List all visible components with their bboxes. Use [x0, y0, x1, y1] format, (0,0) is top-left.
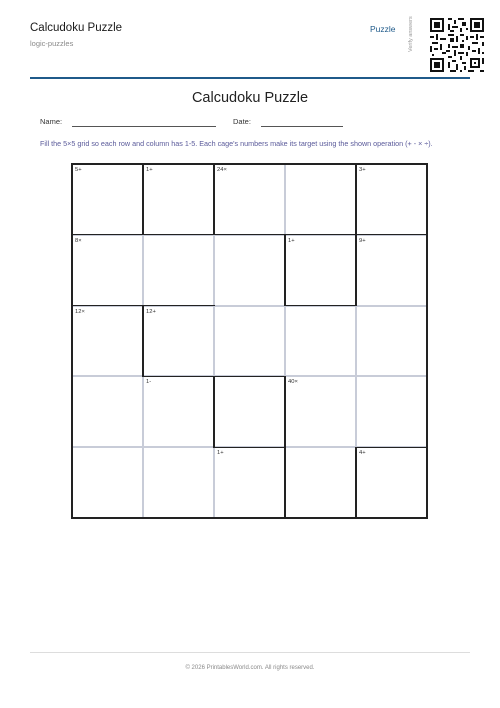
cage-label: 8×: [75, 237, 82, 244]
grid-cell[interactable]: [72, 164, 143, 235]
grid-cell[interactable]: [72, 376, 143, 447]
cage-label: 12+: [146, 308, 156, 315]
grid-cell[interactable]: [356, 164, 427, 235]
cage-label: 1+: [146, 167, 153, 173]
name-label: Name:: [40, 117, 63, 126]
name-field[interactable]: [72, 126, 216, 127]
grid-cell[interactable]: [214, 306, 285, 377]
grid-cell[interactable]: [356, 306, 427, 377]
cage-border: [71, 163, 72, 518]
grid-cell[interactable]: [72, 306, 143, 377]
cage-border: [71, 517, 427, 518]
document-type-label: Puzzle: [370, 24, 396, 34]
cage-label: 24×: [217, 167, 227, 173]
cage-border: [284, 234, 285, 306]
grid-cell[interactable]: [285, 447, 356, 518]
cage-label: 12×: [75, 308, 85, 315]
grid-cell[interactable]: [72, 235, 143, 306]
cage-border: [213, 447, 285, 448]
qr-code-icon[interactable]: [428, 16, 486, 74]
grid-cell[interactable]: [214, 447, 285, 518]
grid-cell[interactable]: [356, 235, 427, 306]
cage-label: 40×: [288, 379, 298, 386]
cage-border: [426, 163, 427, 518]
grid-cell[interactable]: [72, 447, 143, 518]
grid-cell[interactable]: [214, 235, 285, 306]
cage-border: [284, 305, 356, 306]
grid-cell[interactable]: [143, 164, 214, 235]
cage-border: [71, 234, 356, 235]
grid-cell[interactable]: [143, 376, 214, 447]
cage-label: 1+: [217, 450, 224, 457]
cage-border: [284, 447, 285, 519]
cage-border: [355, 447, 356, 519]
cage-label: 4+: [359, 450, 366, 457]
cage-border: [142, 305, 143, 377]
cage-border: [71, 163, 427, 164]
cage-label: 1+: [288, 237, 295, 244]
puzzle-grid: [72, 164, 427, 518]
grid-cell[interactable]: [285, 164, 356, 235]
verify-answers-label: Verify answers: [408, 16, 414, 52]
footer-divider: [30, 652, 470, 653]
cage-border: [284, 376, 285, 448]
grid-cell[interactable]: [214, 164, 285, 235]
footer-copyright: © 2026 PrintablesWorld.com. All rights reserved.: [185, 665, 315, 671]
page-header: [30, 14, 470, 76]
cage-border: [355, 447, 427, 448]
cage-border: [355, 234, 427, 235]
cage-border: [213, 376, 214, 448]
grid-cell[interactable]: [143, 235, 214, 306]
grid-cell[interactable]: [356, 447, 427, 518]
date-field[interactable]: [261, 126, 343, 127]
cage-label: 9+: [359, 237, 366, 244]
cage-label: 5+: [75, 167, 82, 173]
date-label: Date:: [233, 117, 251, 126]
cage-border: [142, 163, 143, 235]
grid-cell[interactable]: [214, 376, 285, 447]
grid-cell[interactable]: [285, 306, 356, 377]
grid-cell[interactable]: [285, 376, 356, 447]
page-title: Calcudoku Puzzle: [191, 90, 309, 106]
cage-label: 3+: [359, 167, 366, 173]
cage-label: 1-: [146, 379, 152, 386]
brand-title: Calcudoku Puzzle: [30, 22, 123, 34]
grid-cell[interactable]: [143, 447, 214, 518]
header-divider: [30, 77, 470, 79]
grid-cell[interactable]: [356, 376, 427, 447]
grid-cell[interactable]: [285, 235, 356, 306]
instructions: Fill the 5×5 grid so each row and column has 1-5. Each cage's numbers make its target using the shown operation (+ - × ÷).: [40, 139, 433, 148]
grid-cell[interactable]: [143, 306, 214, 377]
cage-border: [213, 163, 214, 235]
brand-subtitle: logic-puzzles: [30, 39, 74, 48]
